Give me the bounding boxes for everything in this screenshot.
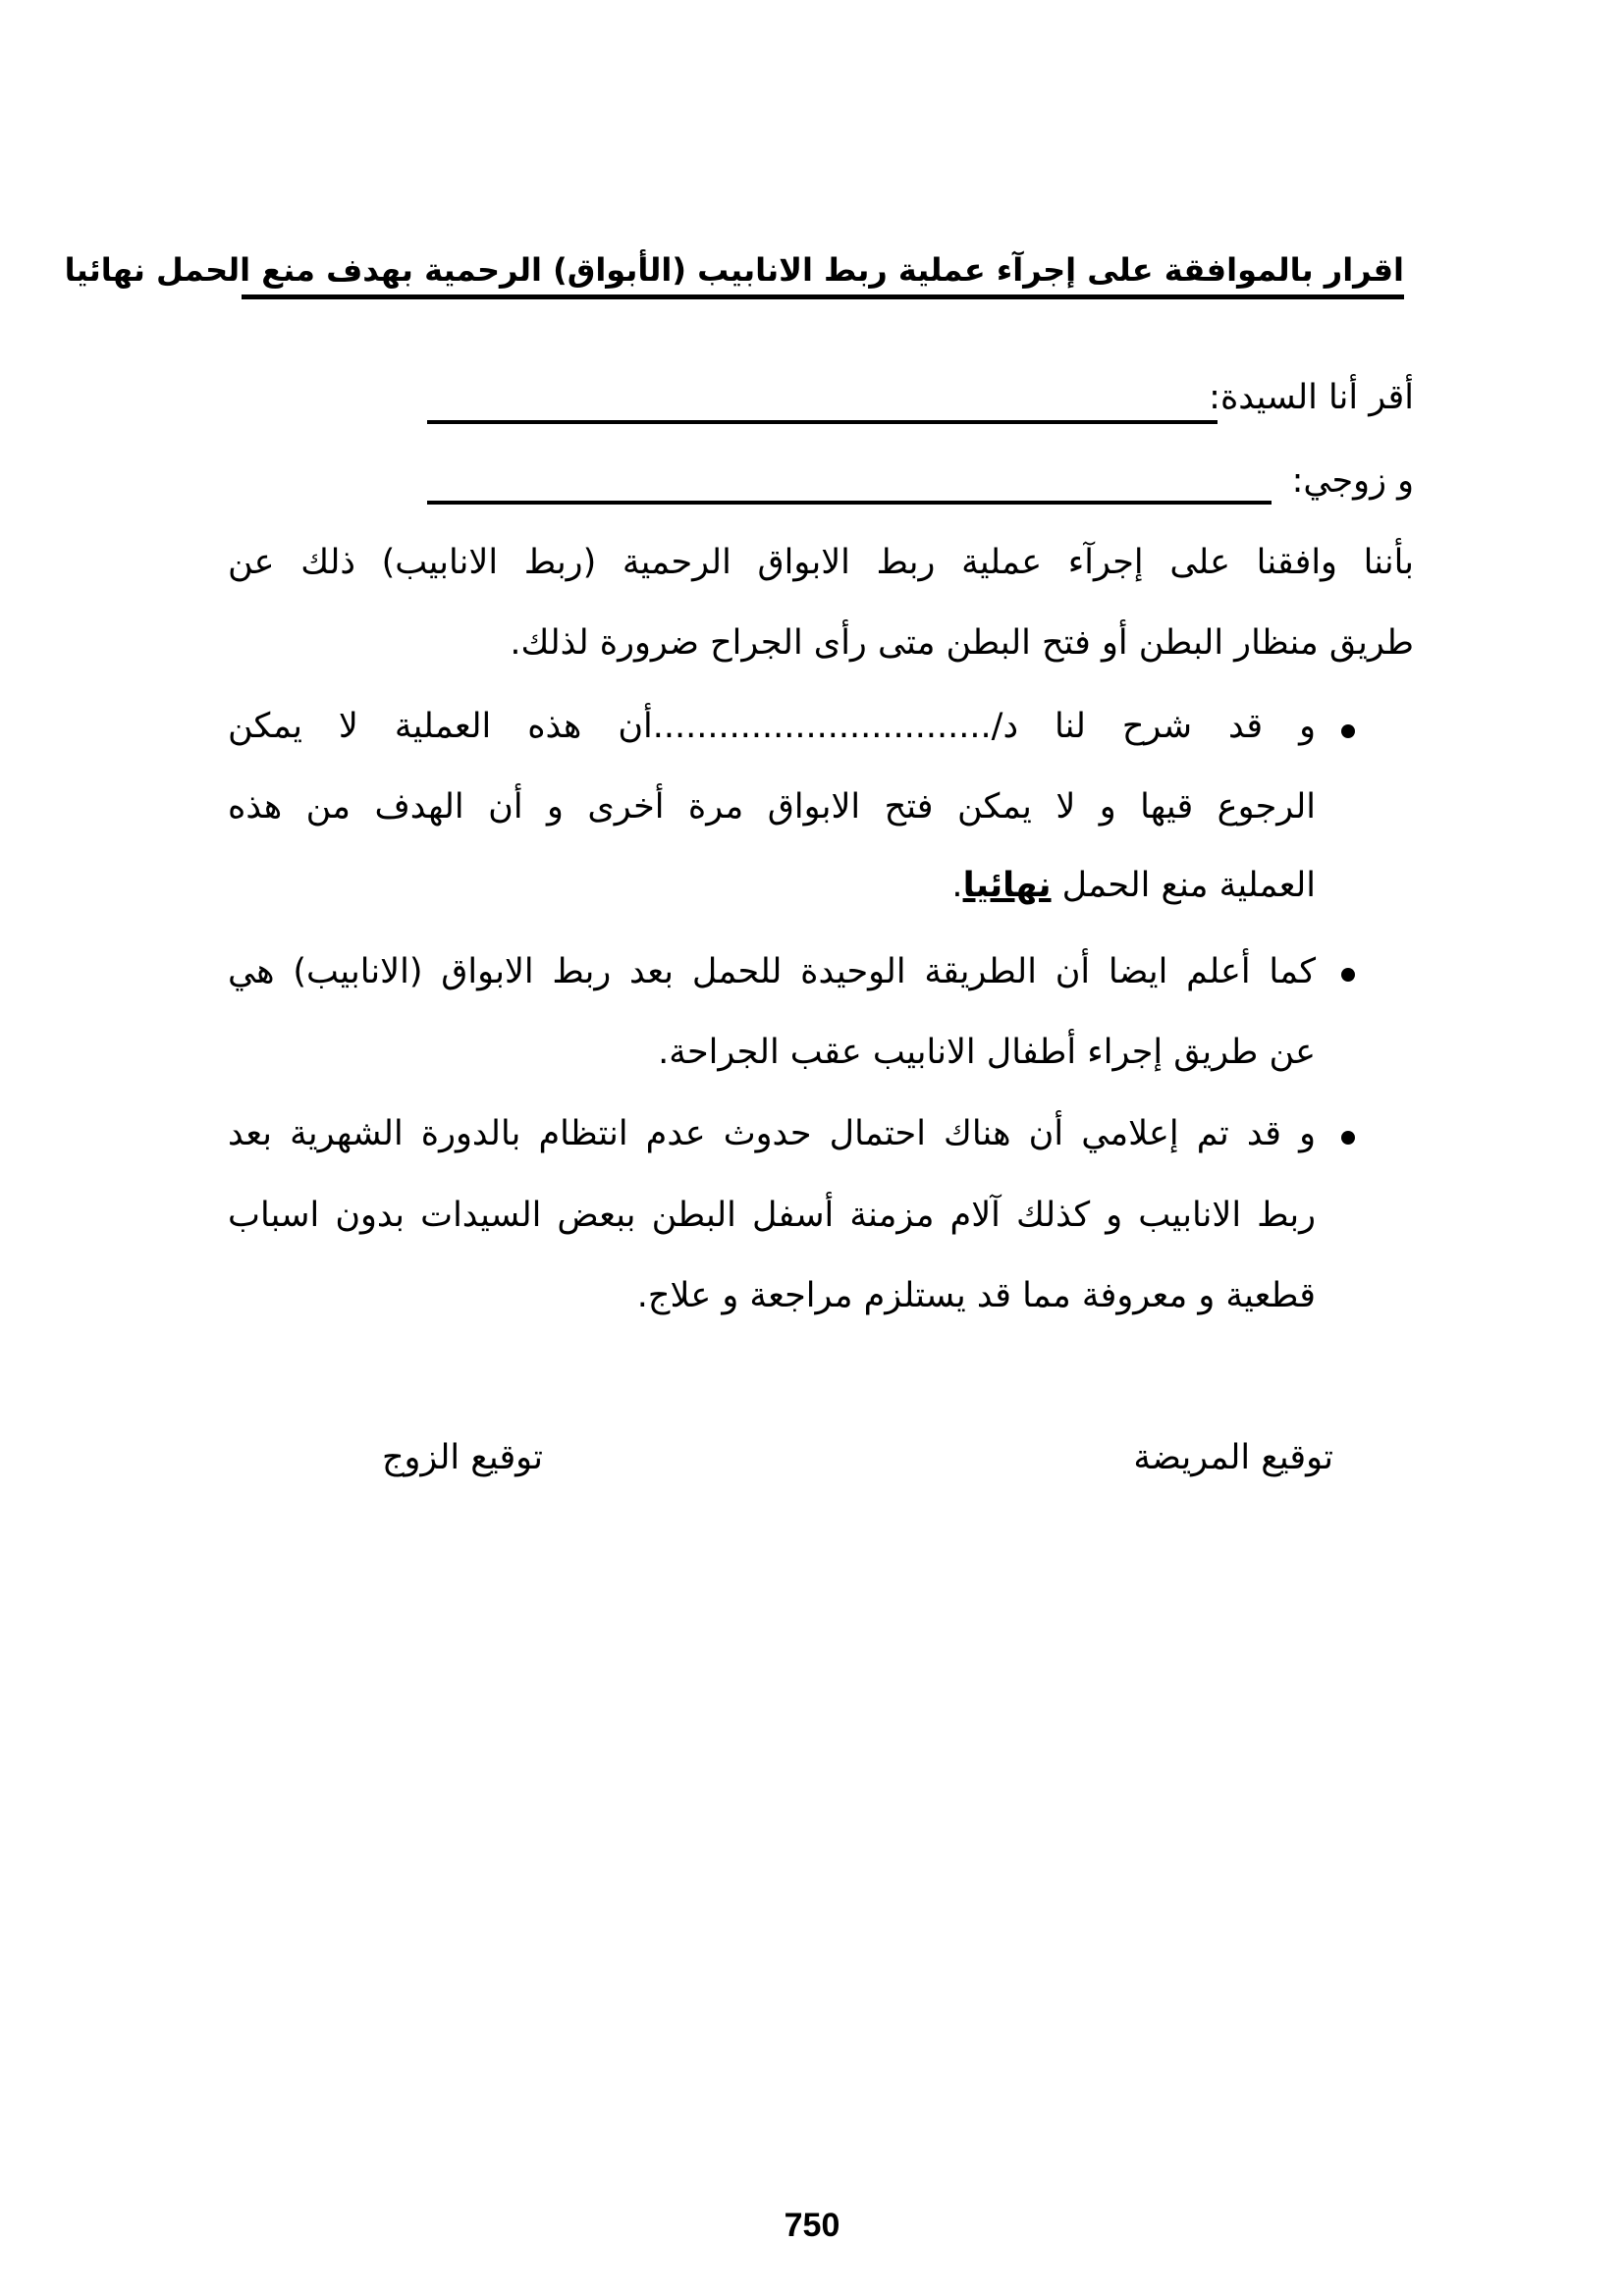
document-title: اقرار بالموافقة على إجرآء عملية ربط الانابيب (الأبواق) الرحمية بهدف منع الحمل نهائيا: [242, 245, 1404, 299]
bullet-icon: [1341, 968, 1355, 982]
bullet-icon: [1341, 1131, 1355, 1145]
bullet-2-line-1: كما أعلم ايضا أن الطريقة الوحيدة للحمل بعد ربط الابواق (الانابيب) هي: [228, 952, 1316, 991]
patient-name-field[interactable]: [427, 420, 1218, 424]
husband-signature-label: توقيع الزوج: [381, 1438, 543, 1477]
bullet-3-line-1: و قد تم إعلامي أن هناك احتمال حدوث عدم انتظام بالدورة الشهرية بعد: [228, 1114, 1316, 1153]
bullet-1-line-3: العملية منع الحمل نهائيا.: [951, 866, 1316, 905]
bullet-icon: [1341, 724, 1355, 738]
intro-line-2: طريق منظار البطن أو فتح البطن متى رأى الجراح ضرورة لذلك.: [510, 623, 1414, 663]
husband-label: و زوجي:: [1291, 461, 1414, 501]
bullet-3-line-2: ربط الانابيب و كذلك آلام مزمنة أسفل البطن ببعض السيدات بدون اسباب: [228, 1196, 1316, 1235]
bullet-1-line-1: و قد شرح لنا د/...............................أن هذه العملية لا يمكن: [228, 707, 1316, 746]
intro-line-1: بأننا وافقنا على إجرآء عملية ربط الابواق الرحمية (ربط الانابيب) ذلك عن: [228, 543, 1414, 582]
patient-label: أقر أنا السيدة:: [1209, 378, 1414, 417]
bullet-1-line-2: الرجوع قيها و لا يمكن فتح الابواق مرة أخرى و أن الهدف من هذه: [228, 787, 1316, 827]
emphasis-final: نهائيا: [962, 866, 1052, 905]
patient-signature-label: توقيع المريضة: [1133, 1438, 1333, 1477]
page-number: 750: [784, 2207, 840, 2244]
bullet-3-line-3: قطعية و معروفة مما قد يستلزم مراجعة و علاج.: [636, 1276, 1316, 1315]
bullet-2-line-2: عن طريق إجراء أطفال الانابيب عقب الجراحة.: [658, 1033, 1316, 1072]
husband-name-field[interactable]: [427, 501, 1272, 505]
